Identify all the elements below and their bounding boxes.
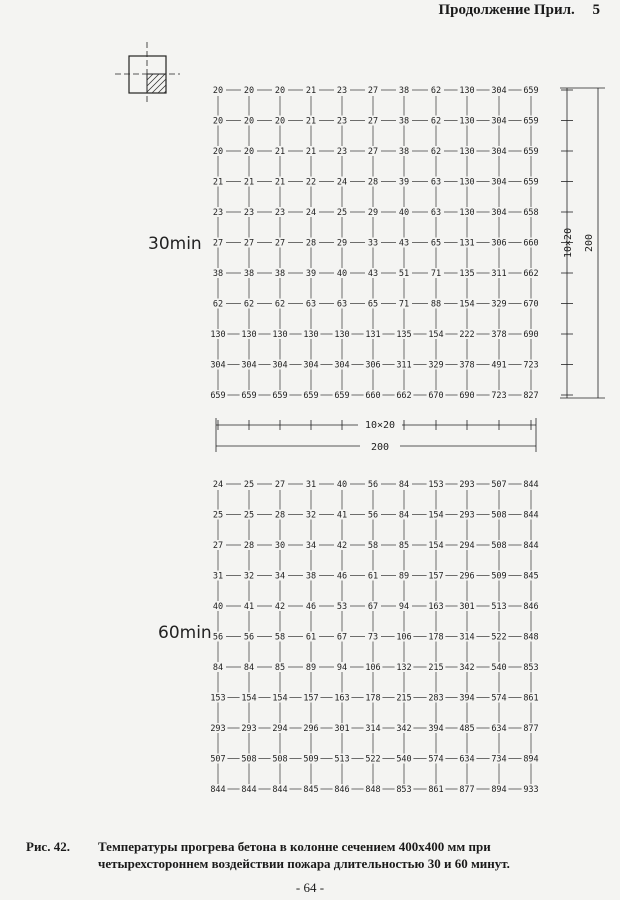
temperature-value: 41 xyxy=(243,602,255,612)
temperature-value: 63 xyxy=(430,177,442,188)
temperature-value: 46 xyxy=(305,602,317,612)
section-30-label: 30min xyxy=(148,234,202,254)
temperature-value: 61 xyxy=(367,571,379,582)
temperature-value: 845 xyxy=(303,785,319,795)
temperature-value: 84 xyxy=(398,480,410,490)
temperature-value: 130 xyxy=(459,208,475,218)
temperature-value: 21 xyxy=(274,177,286,188)
temperature-value: 28 xyxy=(274,510,286,521)
temperature-value: 314 xyxy=(365,724,381,734)
temperature-value: 130 xyxy=(210,330,226,340)
temperature-value: 659 xyxy=(523,147,539,157)
temperature-value: 20 xyxy=(274,86,286,96)
temperature-value: 861 xyxy=(428,785,444,795)
temperature-value: 20 xyxy=(243,147,255,157)
temperature-value: 508 xyxy=(241,754,257,765)
temperature-value: 163 xyxy=(428,602,444,612)
temperature-value: 85 xyxy=(398,541,410,551)
temperature-value: 294 xyxy=(459,541,475,551)
temperature-value: 94 xyxy=(398,602,410,612)
temperature-value: 304 xyxy=(491,147,507,157)
temperature-value: 131 xyxy=(365,330,381,340)
temperature-value: 38 xyxy=(305,571,317,582)
temperature-value: 154 xyxy=(272,693,288,704)
temperature-value: 306 xyxy=(365,360,381,371)
temperature-value: 31 xyxy=(305,480,317,490)
temperature-value: 154 xyxy=(459,299,475,310)
temperature-value: 42 xyxy=(274,602,286,612)
temperature-value: 62 xyxy=(212,299,224,310)
temperature-value: 21 xyxy=(274,147,286,157)
temperature-value: 509 xyxy=(491,571,507,582)
temperature-value: 933 xyxy=(523,785,539,795)
temperature-value: 848 xyxy=(523,632,539,643)
temperature-value: 215 xyxy=(428,663,444,673)
temperature-value: 25 xyxy=(212,510,224,521)
temperature-value: 508 xyxy=(272,754,288,765)
temperature-value: 154 xyxy=(428,330,444,340)
temperature-value: 27 xyxy=(367,147,379,157)
temperature-value: 853 xyxy=(523,663,539,673)
temperature-value: 311 xyxy=(396,360,412,371)
temperature-value: 894 xyxy=(523,754,539,765)
temperature-value: 690 xyxy=(459,391,475,401)
temperature-value: 21 xyxy=(212,177,224,188)
caption-text: Температуры прогрева бетона в колонне сечением 400х400 мм при четырехстороннем воздействии пожара длительностью 30 и 60 минут. xyxy=(98,839,510,871)
temperature-value: 23 xyxy=(336,116,348,127)
vertical-size-label: 200 xyxy=(584,233,595,252)
temperature-value: 23 xyxy=(243,208,255,218)
temperature-value: 304 xyxy=(303,360,319,371)
temperature-value: 63 xyxy=(430,208,442,218)
temperature-value: 509 xyxy=(303,754,319,765)
temperature-value: 20 xyxy=(243,116,255,127)
temperature-value: 25 xyxy=(336,208,348,218)
temperature-value: 23 xyxy=(336,86,348,96)
temperature-value: 22 xyxy=(305,177,317,188)
temperature-value: 659 xyxy=(210,391,226,401)
temperature-value: 130 xyxy=(241,330,257,340)
temperature-value: 20 xyxy=(243,86,255,96)
temperature-value: 296 xyxy=(459,571,475,582)
temperature-value: 157 xyxy=(428,571,444,582)
temperature-value: 304 xyxy=(491,177,507,188)
temperature-value: 378 xyxy=(459,360,475,371)
temperature-value: 53 xyxy=(336,602,348,612)
temperature-value: 658 xyxy=(523,208,539,218)
temperature-value: 21 xyxy=(305,86,317,96)
temperature-value: 670 xyxy=(428,391,444,401)
temperature-value: 62 xyxy=(430,116,442,127)
temperature-value: 62 xyxy=(243,299,255,310)
page-number: - 64 - xyxy=(295,880,325,895)
temperature-value: 73 xyxy=(367,632,379,643)
temperature-value: 304 xyxy=(491,208,507,218)
temperature-value: 65 xyxy=(430,238,442,249)
temperature-value: 304 xyxy=(241,360,257,371)
temperature-value: 20 xyxy=(212,147,224,157)
temperature-value: 41 xyxy=(336,510,348,521)
temperature-value: 29 xyxy=(336,238,348,249)
temperature-value: 40 xyxy=(398,208,410,218)
temperature-value: 88 xyxy=(430,299,442,310)
header-page-ref: 5 xyxy=(592,2,600,18)
temperature-value: 342 xyxy=(459,663,475,673)
temperature-value: 634 xyxy=(459,754,475,765)
temperature-value: 25 xyxy=(243,480,255,490)
temperature-value: 130 xyxy=(459,177,475,188)
temperature-value: 85 xyxy=(274,663,286,673)
temperature-value: 24 xyxy=(336,177,348,188)
temperature-value: 131 xyxy=(459,238,475,249)
temperature-value: 222 xyxy=(459,330,475,340)
temperature-value: 21 xyxy=(243,177,255,188)
temperature-value: 20 xyxy=(212,86,224,96)
temperature-value: 84 xyxy=(212,663,224,673)
temperature-value: 659 xyxy=(523,86,539,96)
temperature-value: 94 xyxy=(336,663,348,673)
temperature-value: 21 xyxy=(305,116,317,127)
temperature-value: 659 xyxy=(272,391,288,401)
temperature-value: 394 xyxy=(459,693,475,704)
temperature-value: 153 xyxy=(210,693,226,704)
temperature-value: 304 xyxy=(210,360,226,371)
temperature-value: 304 xyxy=(272,360,288,371)
temperature-value: 574 xyxy=(428,754,444,765)
temperature-value: 67 xyxy=(367,602,379,612)
temperature-value: 23 xyxy=(336,147,348,157)
temperature-value: 342 xyxy=(396,724,412,734)
temperature-value: 24 xyxy=(212,480,224,490)
temperature-value: 378 xyxy=(491,330,507,340)
horizontal-size-label: 200 xyxy=(370,442,390,453)
temperature-value: 28 xyxy=(305,238,317,249)
temperature-value: 42 xyxy=(336,541,348,551)
temperature-value: 135 xyxy=(459,269,475,279)
temperature-value: 38 xyxy=(398,147,410,157)
temperature-value: 30 xyxy=(274,541,286,551)
temperature-value: 71 xyxy=(430,269,442,279)
temperature-value: 662 xyxy=(523,269,539,279)
temperature-value: 106 xyxy=(365,663,381,673)
temperature-value: 38 xyxy=(212,269,224,279)
temperature-value: 63 xyxy=(336,299,348,310)
temperature-value: 690 xyxy=(523,330,539,340)
temperature-value: 39 xyxy=(305,269,317,279)
temperature-value: 301 xyxy=(334,724,350,734)
temperature-value: 662 xyxy=(396,391,412,401)
temperature-value: 304 xyxy=(334,360,350,371)
temperature-value: 32 xyxy=(243,571,255,582)
temperature-value: 27 xyxy=(367,116,379,127)
temperature-value: 734 xyxy=(491,754,507,765)
temperature-value: 135 xyxy=(396,330,412,340)
temperature-value: 659 xyxy=(334,391,350,401)
temperature-value: 507 xyxy=(491,480,507,490)
temperature-value: 27 xyxy=(274,238,286,249)
temperature-value: 130 xyxy=(459,116,475,127)
temperature-value: 34 xyxy=(305,541,317,551)
temperature-value: 846 xyxy=(334,785,350,795)
temperature-value: 827 xyxy=(523,391,539,401)
temperature-value: 34 xyxy=(274,571,286,582)
temperature-value: 329 xyxy=(428,360,444,371)
temperature-value: 62 xyxy=(274,299,286,310)
temperature-value: 154 xyxy=(428,541,444,551)
temperature-value: 43 xyxy=(367,269,379,279)
temperature-value: 293 xyxy=(459,480,475,490)
temperature-value: 540 xyxy=(491,663,507,673)
temperature-value: 38 xyxy=(398,86,410,96)
temperature-value: 130 xyxy=(303,330,319,340)
temperature-value: 293 xyxy=(459,510,475,521)
temperature-value: 27 xyxy=(367,86,379,96)
temperature-value: 40 xyxy=(212,602,224,612)
temperature-value: 844 xyxy=(523,480,539,490)
temperature-value: 154 xyxy=(428,510,444,521)
temperature-value: 132 xyxy=(396,663,412,673)
temperature-value: 84 xyxy=(243,663,255,673)
temperature-value: 130 xyxy=(459,86,475,96)
temperature-value: 659 xyxy=(303,391,319,401)
section-60min-grid xyxy=(209,479,541,795)
temperature-value: 61 xyxy=(305,632,317,643)
temperature-value: 65 xyxy=(367,299,379,310)
temperature-value: 27 xyxy=(243,238,255,249)
temperature-value: 27 xyxy=(212,238,224,249)
temperature-value: 513 xyxy=(334,754,350,765)
temperature-value: 306 xyxy=(491,238,507,249)
temperature-value: 32 xyxy=(305,510,317,521)
temperature-value: 20 xyxy=(274,116,286,127)
temperature-value: 659 xyxy=(523,177,539,188)
caption-label: Рис. 42. xyxy=(26,839,70,854)
temperature-value: 38 xyxy=(398,116,410,127)
temperature-value: 106 xyxy=(396,632,412,643)
temperature-value: 508 xyxy=(491,541,507,551)
temperature-value: 62 xyxy=(430,86,442,96)
temperature-value: 853 xyxy=(396,785,412,795)
temperature-value: 540 xyxy=(396,754,412,765)
temperature-value: 56 xyxy=(367,480,379,490)
temperature-value: 63 xyxy=(305,299,317,310)
temperature-value: 25 xyxy=(243,510,255,521)
temperature-value: 38 xyxy=(274,269,286,279)
temperature-value: 574 xyxy=(491,693,507,704)
temperature-value: 58 xyxy=(274,632,286,643)
horizontal-grid-label: 10×20 xyxy=(364,420,396,431)
temperature-value: 844 xyxy=(272,785,288,795)
temperature-value: 153 xyxy=(428,480,444,490)
temperature-value: 894 xyxy=(491,785,507,795)
temperature-value: 304 xyxy=(491,86,507,96)
temperature-value: 861 xyxy=(523,693,539,704)
temperature-value: 329 xyxy=(491,299,507,310)
temperature-value: 56 xyxy=(212,632,224,643)
temperature-value: 634 xyxy=(491,724,507,734)
temperature-value: 660 xyxy=(523,238,539,249)
temperature-value: 130 xyxy=(272,330,288,340)
temperature-value: 846 xyxy=(523,602,539,612)
section-30min-grid xyxy=(209,85,541,401)
temperature-value: 40 xyxy=(336,269,348,279)
temperature-value: 215 xyxy=(396,693,412,704)
temperature-value: 130 xyxy=(334,330,350,340)
temperature-value: 29 xyxy=(367,208,379,218)
temperature-value: 301 xyxy=(459,602,475,612)
temperature-value: 71 xyxy=(398,299,410,310)
header-title: Продолжение Прил. xyxy=(438,2,575,18)
temperature-value: 43 xyxy=(398,238,410,249)
temperature-value: 660 xyxy=(365,391,381,401)
vertical-dimension xyxy=(560,88,605,398)
temperature-value: 513 xyxy=(491,602,507,612)
temperature-value: 507 xyxy=(210,754,226,765)
temperature-value: 21 xyxy=(305,147,317,157)
temperature-value: 24 xyxy=(305,208,317,218)
temperature-value: 27 xyxy=(212,541,224,551)
vertical-grid-label: 10×20 xyxy=(563,227,574,258)
temperature-value: 39 xyxy=(398,177,410,188)
temperature-value: 23 xyxy=(212,208,224,218)
temperature-value: 394 xyxy=(428,724,444,734)
temperature-value: 33 xyxy=(367,238,379,249)
temperature-value: 311 xyxy=(491,269,507,279)
temperature-value: 485 xyxy=(459,724,475,734)
temperature-value: 89 xyxy=(305,663,317,673)
temperature-value: 659 xyxy=(523,116,539,127)
temperature-value: 844 xyxy=(523,510,539,521)
temperature-value: 491 xyxy=(491,360,507,371)
temperature-value: 283 xyxy=(428,693,444,704)
temperature-value: 27 xyxy=(274,480,286,490)
temperature-value: 723 xyxy=(523,360,539,371)
temperature-value: 877 xyxy=(523,724,539,734)
horizontal-dimension xyxy=(216,418,536,453)
temperature-value: 40 xyxy=(336,480,348,490)
temperature-value: 314 xyxy=(459,632,475,643)
temperature-value: 293 xyxy=(241,724,257,734)
temperature-value: 56 xyxy=(243,632,255,643)
temperature-value: 178 xyxy=(428,632,444,643)
section-icon xyxy=(115,42,180,105)
temperature-value: 293 xyxy=(210,724,226,734)
temperature-value: 23 xyxy=(274,208,286,218)
temperature-value: 522 xyxy=(491,632,507,643)
temperature-value: 508 xyxy=(491,510,507,521)
temperature-value: 130 xyxy=(459,147,475,157)
temperature-value: 163 xyxy=(334,693,350,704)
temperature-value: 28 xyxy=(367,177,379,188)
temperature-value: 844 xyxy=(210,785,226,795)
temperature-value: 58 xyxy=(367,541,379,551)
temperature-value: 848 xyxy=(365,785,381,795)
temperature-value: 62 xyxy=(430,147,442,157)
temperature-value: 51 xyxy=(398,269,410,279)
temperature-value: 296 xyxy=(303,724,319,734)
temperature-value: 723 xyxy=(491,391,507,401)
temperature-value: 28 xyxy=(243,541,255,551)
temperature-value: 670 xyxy=(523,299,539,310)
temperature-value: 89 xyxy=(398,571,410,582)
temperature-value: 38 xyxy=(243,269,255,279)
temperature-value: 31 xyxy=(212,571,224,582)
temperature-value: 157 xyxy=(303,693,319,704)
temperature-value: 20 xyxy=(212,116,224,127)
temperature-value: 304 xyxy=(491,116,507,127)
temperature-value: 154 xyxy=(241,693,257,704)
temperature-value: 877 xyxy=(459,785,475,795)
temperature-value: 844 xyxy=(241,785,257,795)
temperature-value: 844 xyxy=(523,541,539,551)
temperature-value: 56 xyxy=(367,510,379,521)
temperature-value: 84 xyxy=(398,510,410,521)
temperature-value: 178 xyxy=(365,693,381,704)
temperature-value: 845 xyxy=(523,571,539,582)
temperature-value: 67 xyxy=(336,632,348,643)
temperature-value: 522 xyxy=(365,754,381,765)
temperature-value: 294 xyxy=(272,724,288,734)
section-60-label: 60min xyxy=(158,623,212,643)
temperature-value: 46 xyxy=(336,571,348,582)
temperature-value: 659 xyxy=(241,391,257,401)
